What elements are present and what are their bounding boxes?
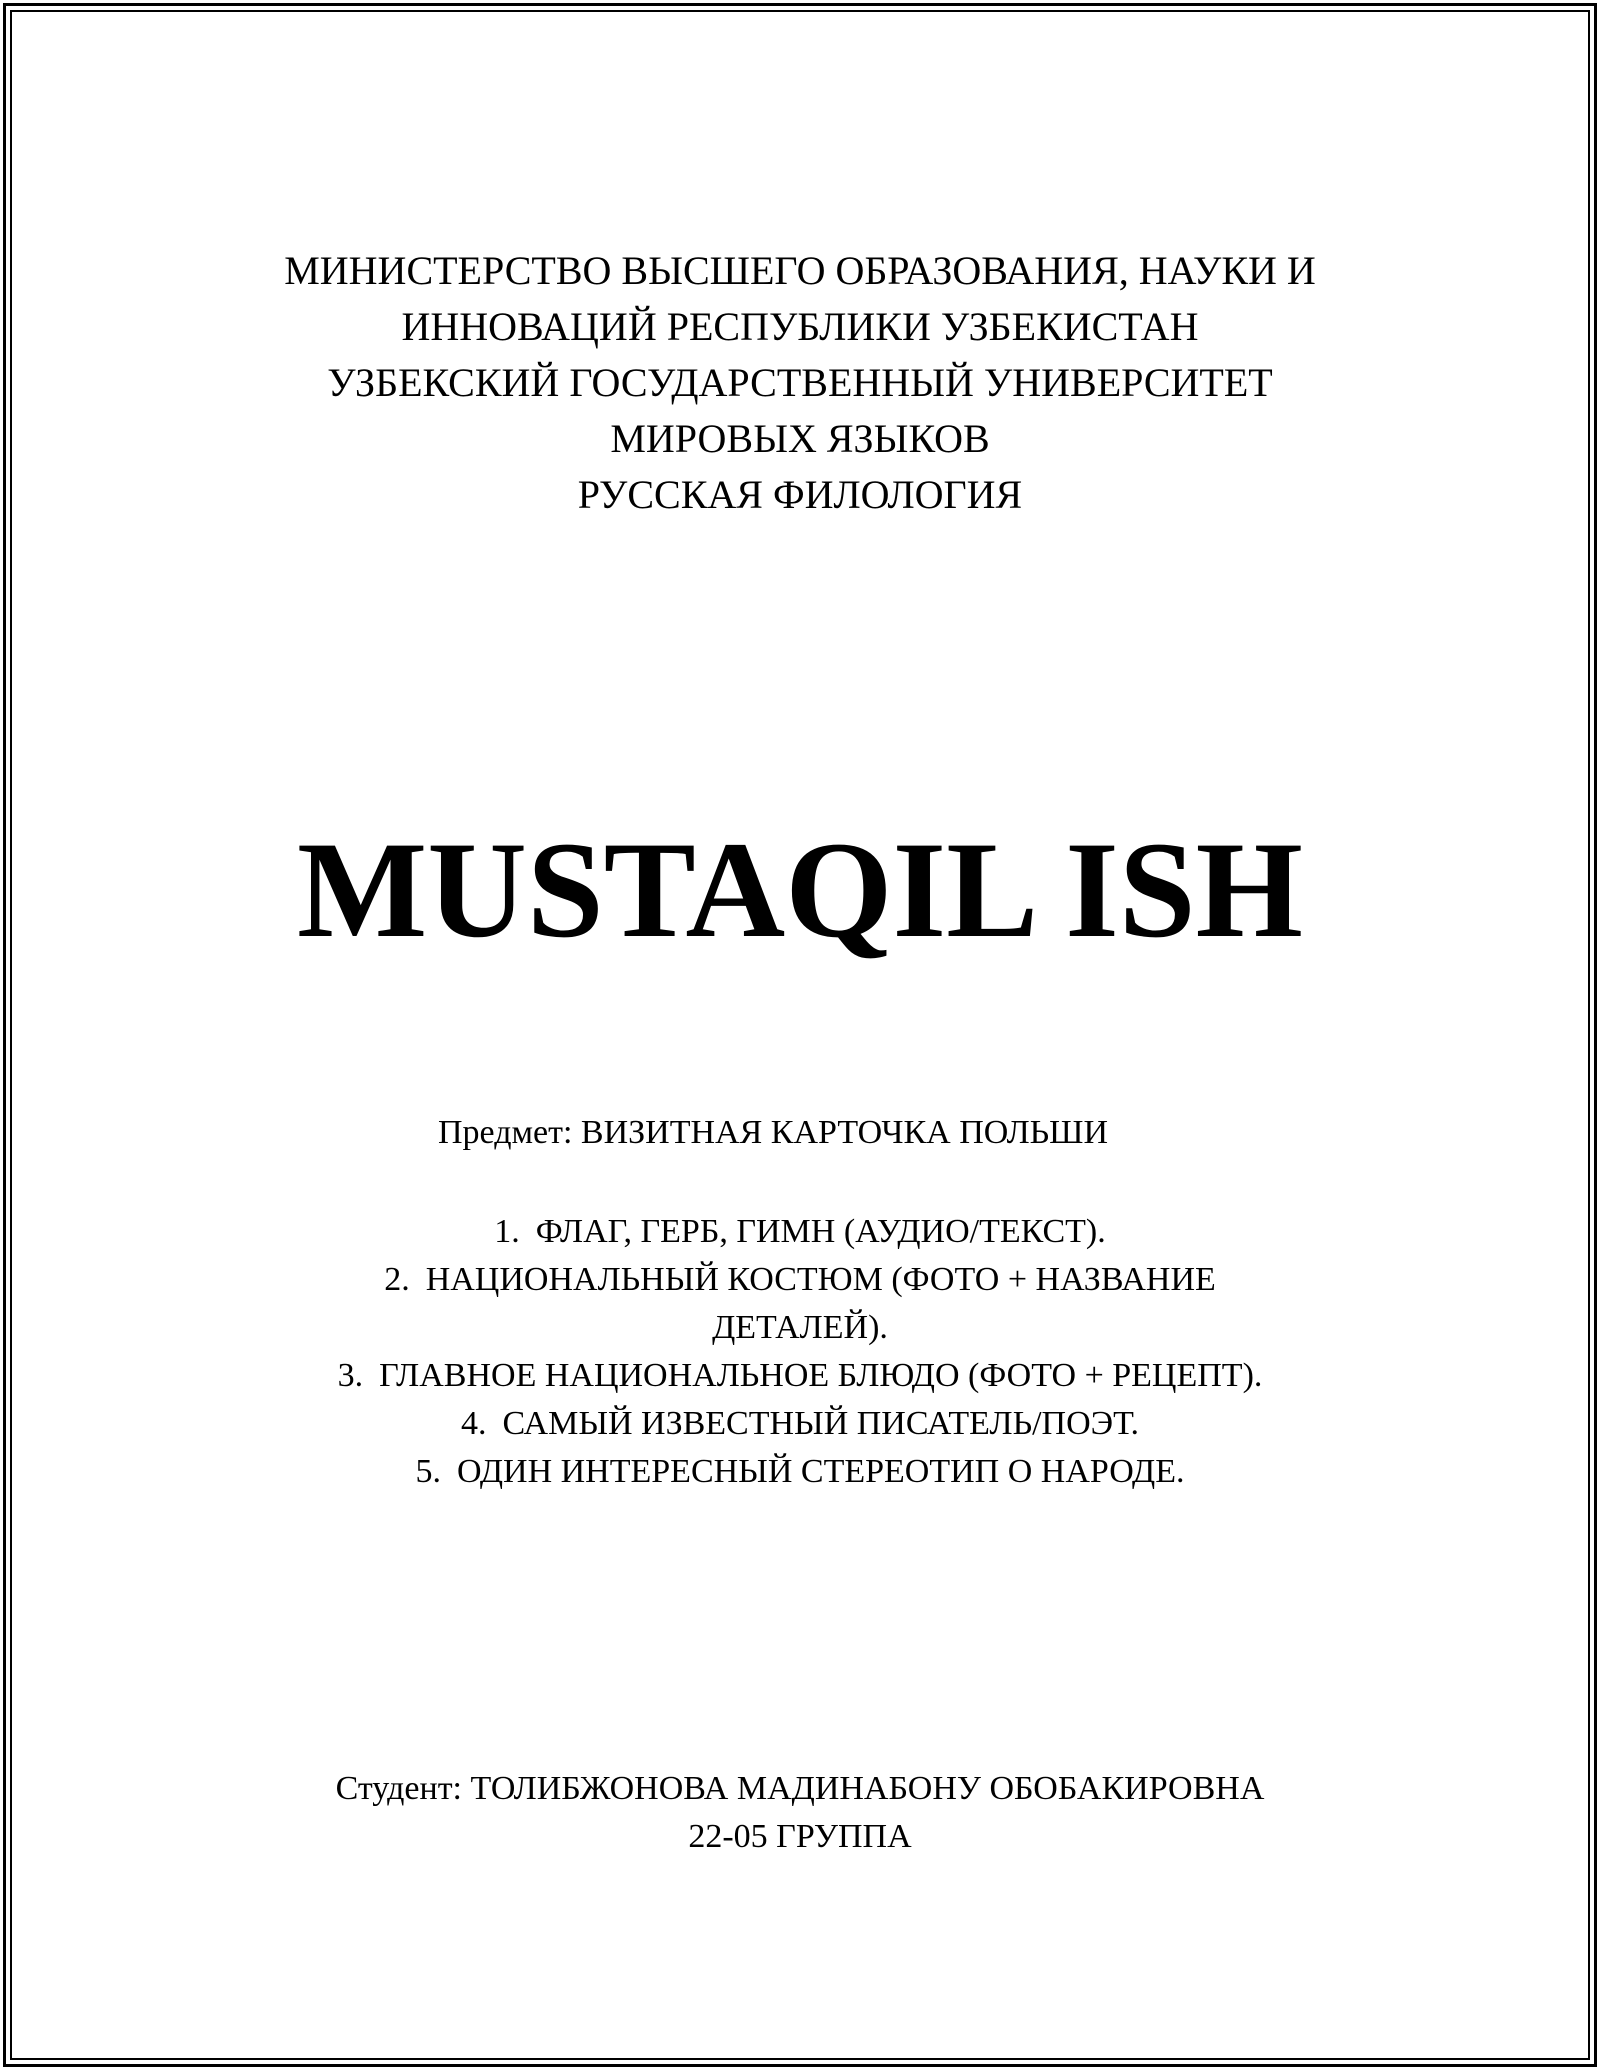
subject-label: Предмет: <box>438 1114 573 1151</box>
header-line: УЗБЕКСКИЙ ГОСУДАРСТВЕННЫЙ УНИВЕРСИТЕТ <box>327 360 1273 405</box>
student-group: 22-05 ГРУППА <box>688 1818 912 1855</box>
header-line: РУССКАЯ ФИЛОЛОГИЯ <box>577 472 1023 517</box>
task-item-continuation <box>0 1304 1600 1352</box>
header-line: МИНИСТЕРСТВО ВЫСШЕГО ОБРАЗОВАНИЯ, НАУКИ И <box>284 248 1316 293</box>
task-list <box>0 1208 1600 1496</box>
student-line <box>0 1765 1600 1813</box>
task-text: ДЕТАЛЕЙ). <box>712 1309 888 1346</box>
task-text: САМЫЙ ИЗВЕСТНЫЙ ПИСАТЕЛЬ/ПОЭТ. <box>502 1405 1139 1442</box>
task-number: 2. <box>384 1261 410 1298</box>
institution-header <box>0 243 1600 523</box>
task-number: 3. <box>337 1357 364 1394</box>
task-number: 4. <box>461 1405 487 1442</box>
task-item <box>0 1352 1600 1400</box>
document-title: MUSTAQIL ISH <box>297 813 1303 966</box>
header-line: МИРОВЫХ ЯЗЫКОВ <box>610 416 990 461</box>
task-number: 5. <box>415 1453 441 1490</box>
task-item <box>0 1448 1600 1496</box>
subject-value: ВИЗИТНАЯ КАРТОЧКА ПОЛЬШИ <box>580 1114 1109 1151</box>
header-line: ИННОВАЦИЙ РЕСПУБЛИКИ УЗБЕКИСТАН <box>401 304 1199 349</box>
task-text: ГЛАВНОЕ НАЦИОНАЛЬНОЕ БЛЮДО (ФОТО + РЕЦЕПТ). <box>379 1357 1263 1394</box>
student-label: Студент: <box>335 1770 462 1807</box>
task-text: ОДИН ИНТЕРЕСНЫЙ СТЕРЕОТИП О НАРОДЕ. <box>456 1453 1185 1490</box>
task-item <box>0 1256 1600 1304</box>
task-number: 1. <box>494 1213 520 1250</box>
task-text: НАЦИОНАЛЬНЫЙ КОСТЮМ (ФОТО + НАЗВАНИЕ <box>425 1261 1216 1298</box>
task-text: ФЛАГ, ГЕРБ, ГИМН (АУДИО/ТЕКСТ). <box>535 1213 1106 1250</box>
student-name: ТОЛИБЖОНОВА МАДИНАБОНУ ОБОБАКИРОВНА <box>470 1770 1265 1807</box>
task-item <box>0 1400 1600 1448</box>
subject-line <box>438 1110 1108 1156</box>
task-item <box>0 1208 1600 1256</box>
student-block <box>0 1765 1600 1861</box>
